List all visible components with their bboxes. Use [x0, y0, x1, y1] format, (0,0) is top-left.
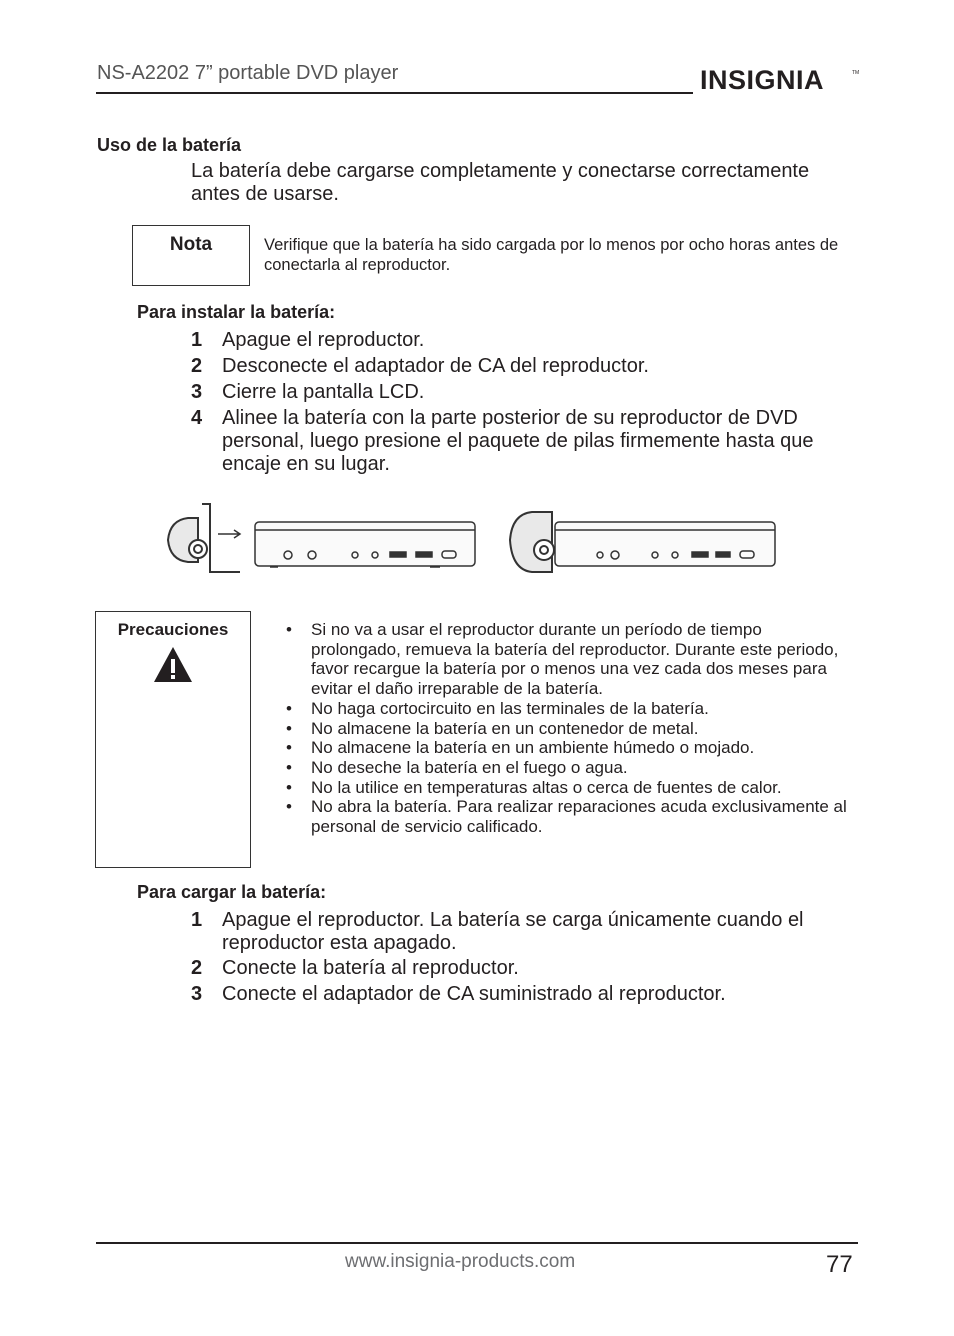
step-number: 2: [191, 355, 203, 377]
section-heading: Uso de la batería: [97, 135, 242, 155]
caution-text: No haga cortocircuito en las terminales de la batería.: [311, 698, 709, 718]
caution-text: No almacene la batería en un ambiente húmedo o mojado.: [311, 738, 755, 758]
bullet: •: [286, 738, 292, 758]
step-text: Conecte el adaptador de CA suministrado al reproductor.: [222, 983, 726, 1005]
caution-text: No la utilice en temperaturas altas o cerca de fuentes de calor.: [311, 777, 782, 797]
charge-step: [191, 909, 861, 955]
warning-icon: [153, 645, 193, 685]
step-number: 4: [191, 407, 203, 429]
dvd-player-drawing-1: [255, 522, 475, 567]
caution-item: [286, 738, 856, 758]
step-number: 1: [191, 909, 203, 931]
charge-heading: Para cargar la batería:: [137, 882, 327, 902]
step-number: 3: [191, 983, 203, 1005]
note-label: Nota: [169, 234, 213, 255]
bullet: •: [286, 698, 292, 718]
page-number: 77: [826, 1251, 853, 1278]
step-number: 2: [191, 957, 203, 979]
bullet: •: [286, 797, 292, 817]
caution-text: No deseche la batería en el fuego o agua.: [311, 757, 628, 777]
caution-list: [286, 620, 856, 837]
install-step: [191, 407, 861, 476]
charge-step: [191, 983, 861, 1006]
intro-paragraph: La batería debe cargarse completamente y conectarse correctamente antes de usarse.: [191, 160, 810, 205]
battery-attached-drawing: [510, 512, 554, 572]
bullet: •: [286, 718, 292, 738]
bullet: •: [286, 620, 292, 639]
note-text: Verifique que la batería ha sido cargada por lo menos por ocho horas antes de conectarla al reproductor.: [264, 236, 839, 274]
install-step: [191, 355, 861, 378]
step-text: Cierre la pantalla LCD.: [222, 381, 425, 403]
caution-label: Precauciones: [117, 620, 229, 639]
install-step: [191, 381, 861, 404]
caution-item: [286, 778, 856, 798]
footer-url: www.insignia-products.com: [345, 1251, 576, 1272]
bullet: •: [286, 757, 292, 777]
svg-text:INSIGNIA: INSIGNIA: [700, 65, 825, 95]
footer-rule: [96, 1242, 858, 1244]
header-rule: [96, 92, 693, 94]
battery-installation-illustration: [160, 500, 780, 580]
caution-item: [286, 620, 856, 699]
install-heading: Para instalar la batería:: [137, 302, 336, 322]
step-text: Alinee la batería con la parte posterior de su reproductor de DVD personal, luego presione el paquete de pilas firmemente hasta que encaje en su lugar.: [222, 407, 814, 475]
battery-detached-drawing: [168, 504, 240, 572]
charge-step: [191, 957, 861, 980]
caution-text: No almacene la batería en un contenedor de metal.: [311, 718, 699, 738]
caution-text: Si no va a usar el reproductor durante un período de tiempo prolongado, remueva la batería del reproductor. Durante este periodo, favor recargue la batería por o menos una vez cada dos meses para evitar el daño irreparable de la batería.: [311, 620, 839, 699]
svg-text:TM: TM: [852, 70, 860, 76]
step-number: 1: [191, 329, 203, 351]
step-text: Apague el reproductor. La batería se carga únicamente cuando el reproductor esta apagado.: [222, 909, 804, 954]
step-text: Desconecte el adaptador de CA del reproductor.: [222, 355, 649, 377]
caution-item: [286, 758, 856, 778]
step-text: Apague el reproductor.: [222, 329, 425, 351]
bullet: •: [286, 777, 292, 797]
caution-text: No abra la batería. Para realizar reparaciones acuda exclusivamente al personal de servicio calificado.: [311, 797, 847, 837]
document-title: NS-A2202 7” portable DVD player: [97, 62, 399, 84]
step-number: 3: [191, 381, 203, 403]
caution-item: [286, 699, 856, 719]
step-text: Conecte la batería al reproductor.: [222, 957, 519, 979]
caution-item: [286, 797, 856, 836]
caution-item: [286, 719, 856, 739]
install-step: [191, 329, 861, 352]
insignia-logo: [700, 60, 860, 100]
dvd-player-drawing-2: [555, 522, 775, 566]
